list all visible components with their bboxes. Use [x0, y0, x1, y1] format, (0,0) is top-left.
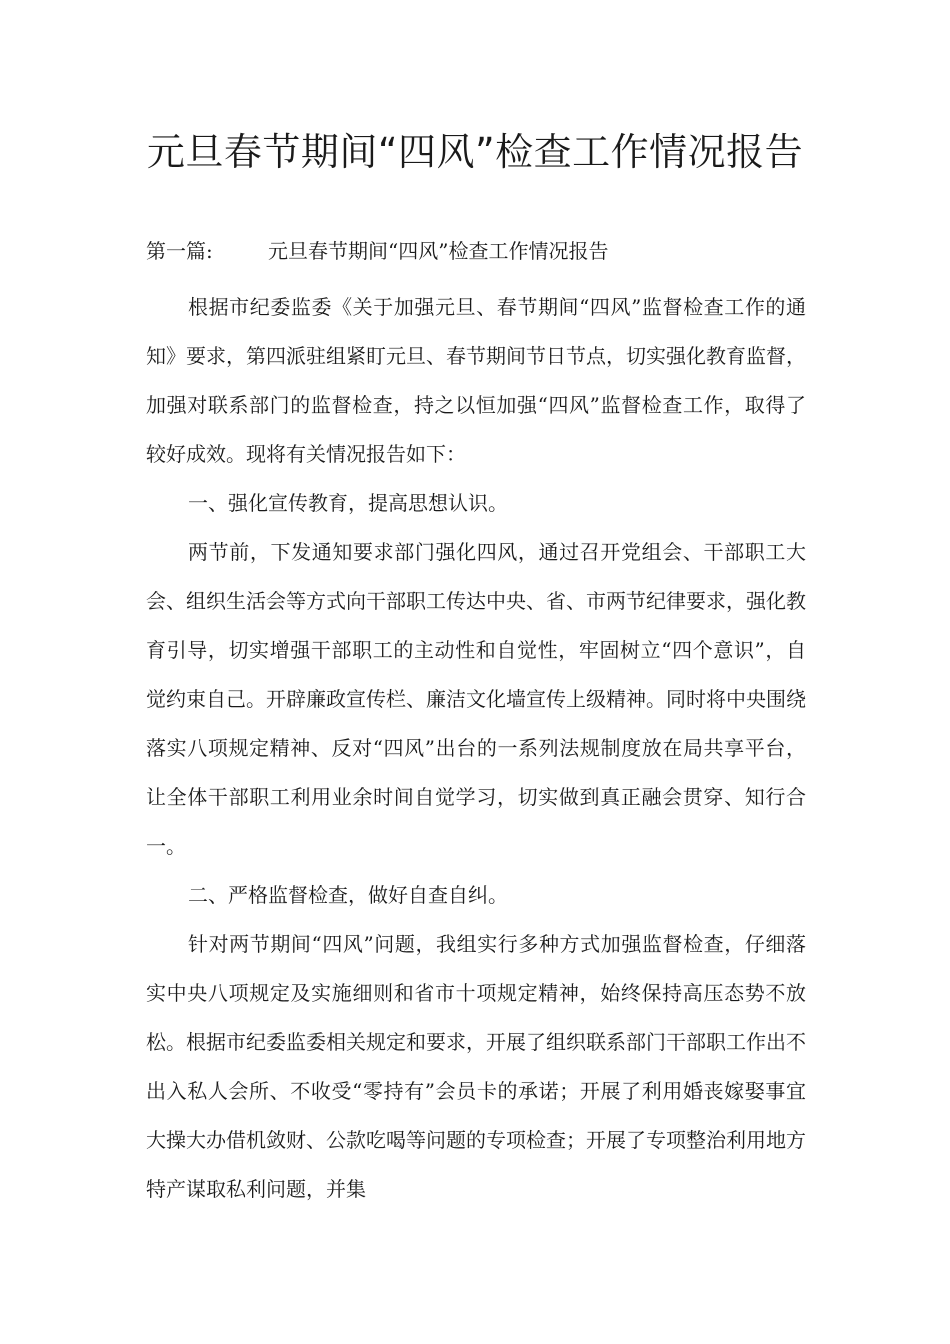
subtitle-label: 第一篇: [146, 239, 213, 263]
subtitle-text: 元旦春节期间“四风”检查工作情况报告 [268, 239, 609, 263]
document-subtitle [146, 236, 826, 266]
paragraph-intro: 根据市纪委监委《关于加强元旦、春节期间“四风”监督检查工作的通知》要求，第四派驻组紧盯元旦、春节期间节日节点，切实强化教育监督，加强对联系部门的监督检查，持之以恒加强“四风”监督检查工作，取得了较好成效。现将有关情况报告如下： [146, 295, 806, 466]
document-body [146, 283, 806, 1214]
section-heading-1: 一、强化宣传教育，提高思想认识。 [188, 491, 508, 515]
section-heading-2: 二、严格监督检查，做好自查自纠。 [188, 883, 508, 907]
paragraph-section-2: 针对两节期间“四风”问题，我组实行多种方式加强监督检查，仔细落实中央八项规定及实施细则和省市十项规定精神，始终保持高压态势不放松。根据市纪委监委相关规定和要求，开展了组织联系部门干部职工作出不出入私人会所、不收受“零持有”会员卡的承诺；开展了利用婚丧嫁娶事宜大操大办借机敛财、公款吃喝等问题的专项检查；开展了专项整治利用地方特产谋取私利问题，并集 [146, 932, 806, 1201]
paragraph-section-1: 两节前，下发通知要求部门强化四风，通过召开党组会、干部职工大会、组织生活会等方式向干部职工传达中央、省、市两节纪律要求，强化教育引导，切实增强干部职工的主动性和自觉性，牢固树立“四个意识”，自觉约束自己。开辟廉政宣传栏、廉洁文化墙宣传上级精神。同时将中央围绕落实八项规定精神、反对“四风”出台的一系列法规制度放在局共享平台，让全体干部职工利用业余时间自觉学习，切实做到真正融会贯穿、知行合一。 [146, 540, 806, 858]
document-title: 元旦春节期间“四风”检查工作情况报告 [146, 130, 804, 174]
